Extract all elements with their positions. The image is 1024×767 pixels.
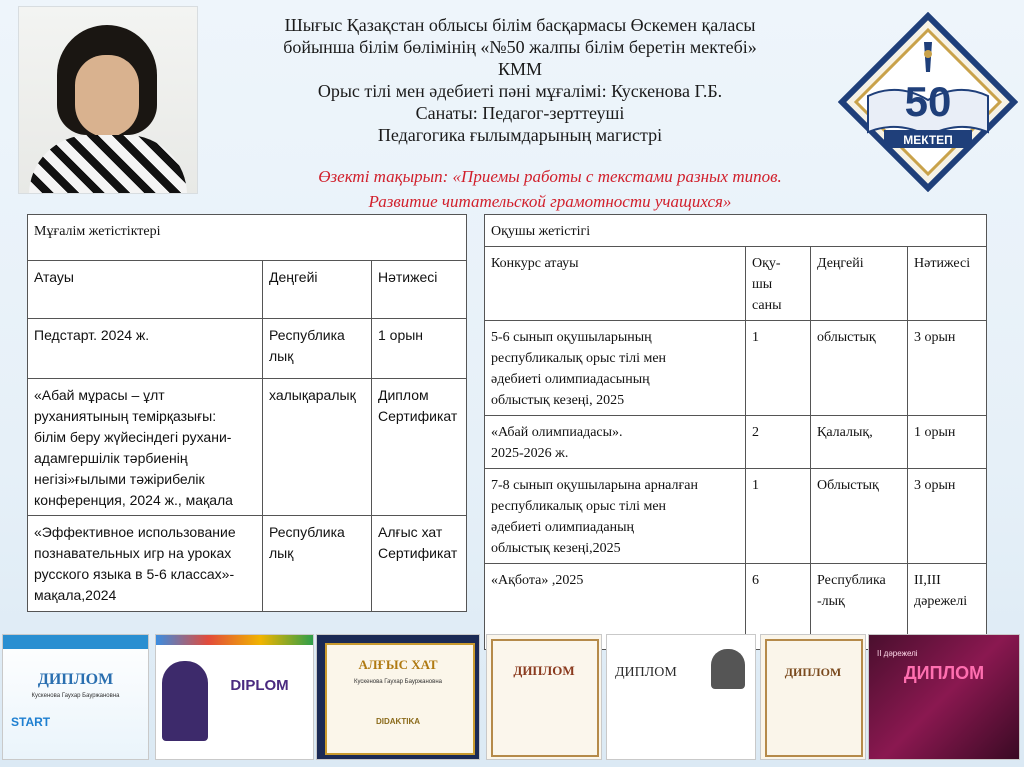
table-row [28,319,467,379]
certificate-thumbnail [155,634,314,760]
table-cell: Облыстық [811,469,908,564]
column-header: Конкурс атауы [485,247,746,321]
table-caption: Мұғалім жетістіктері [28,215,467,261]
certificate-title: ДИПЛОМ [784,665,842,679]
header-line: Санаты: Педагог-зерттеуші [415,103,625,123]
table-cell: 1 [746,469,811,564]
certificate-thumbnail [606,634,756,760]
table-cell: Республика лық [263,516,372,612]
certificate-name: Кускенова Гаухар Бауржановна [353,679,442,685]
topic-line: Развитие читательской грамотности учащихся» [368,192,732,211]
certificate-thumbnail [316,634,480,760]
table-cell: 7-8 сынып оқушыларына арналған республикалық орыс тілі мен әдебиеті олимпиаданың облыстық кезеңі,2025 [485,469,746,564]
school-header [210,14,830,146]
certificate-thumbnail [486,634,602,760]
table-cell: облыстық [811,321,908,416]
table-cell: Республика -лық [811,564,908,650]
certificate-extra: DIDAKTIKA [376,717,420,726]
table-caption: Оқушы жетістігі [485,215,987,247]
table-cell: Диплом Сертификат [372,379,467,516]
table-row [28,516,467,612]
table-row [485,469,987,564]
topic-title [250,164,850,214]
teacher-photo [18,6,198,194]
table-cell: 5-6 сынып оқушыларының республикалық орыс тілі мен әдебиеті олимпиадасының облыстық кезеңі, 2025 [485,321,746,416]
column-header: Деңгейі [811,247,908,321]
logo-number: 50 [904,78,952,125]
table-cell: 1 орын [372,319,467,379]
certificates-strip [0,628,1024,767]
column-header: Деңгейі [263,261,372,319]
table-row [485,416,987,469]
table-header-row [28,261,467,319]
certificate-name: Кускенова Гаухар Бауржановна [31,693,120,699]
table-cell: Республика лық [263,319,372,379]
header-line: Шығыс Қазақстан облысы білім басқармасы Өскемен қаласы [284,15,756,35]
column-header: Атауы [28,261,263,319]
logo-word: МЕКТЕП [903,133,953,147]
column-header: Нәтижесі [372,261,467,319]
table-cell: «Абай олимпиадасы». 2025-2026 ж. [485,416,746,469]
table-row [485,321,987,416]
student-achievements-table [484,214,987,650]
certificate-title: DIPLOM [230,677,289,694]
header-line: КММ [497,59,542,79]
certificate-thumbnail [760,634,866,760]
certificate-extra: ІІ дәрежелі [877,649,918,658]
school-logo [838,12,1018,192]
column-header: Нәтижесі [908,247,987,321]
table-cell: «Абай мұрасы – ұлт руханиятының темірқазығы: білім беру жүйесіндегі рухани- адамгершілік тәрбиенің негізі»ғылыми тәжірибелік конференция, 2024 ж., мақала [28,379,263,516]
table-cell: 3 орын [908,321,987,416]
certificate-title: ДИПЛОМ [615,665,677,680]
table-cell: Қалалық, [811,416,908,469]
table-cell: 1 орын [908,416,987,469]
certificate-extra: START [11,715,51,729]
table-cell: ІІ,ІІІ дәрежелі [908,564,987,650]
table-cell: 2 [746,416,811,469]
table-cell: «Ақбота» ,2025 [485,564,746,650]
teacher-achievements-table [27,214,467,612]
certificate-title: ДИПЛОМ [903,663,985,683]
certificate-thumbnail [868,634,1020,760]
table-cell: 3 орын [908,469,987,564]
table-cell: Алғыс хат Сертификат [372,516,467,612]
table-header-row [485,247,987,321]
table-cell: «Эффективное использование познавательных игр на уроках русского языка в 5-6 классах»- мақала,2024 [28,516,263,612]
table-cell: халықаралық [263,379,372,516]
header-line: бойынша білім бөлімінің «№50 жалпы білім беретін мектебі» [283,37,757,57]
header-line: Педагогика ғылымдарының магистрі [377,125,663,145]
header-line: Орыс тілі мен әдебиеті пәні мұғалімі: Кускенова Г.Б. [317,81,723,101]
table-cell: Педстарт. 2024 ж. [28,319,263,379]
certificate-title: ДИПЛОМ [513,663,575,678]
certificate-title: АЛҒЫС ХАТ [358,657,438,672]
column-header: Оқу- шы саны [746,247,811,321]
certificate-thumbnail [2,634,149,760]
table-cell: 1 [746,321,811,416]
table-row [28,379,467,516]
table-cell: 6 [746,564,811,650]
topic-line: Өзекті тақырып: «Приемы работы с текстами разных типов. [318,167,782,186]
certificate-title: ДИПЛОМ [37,671,114,688]
